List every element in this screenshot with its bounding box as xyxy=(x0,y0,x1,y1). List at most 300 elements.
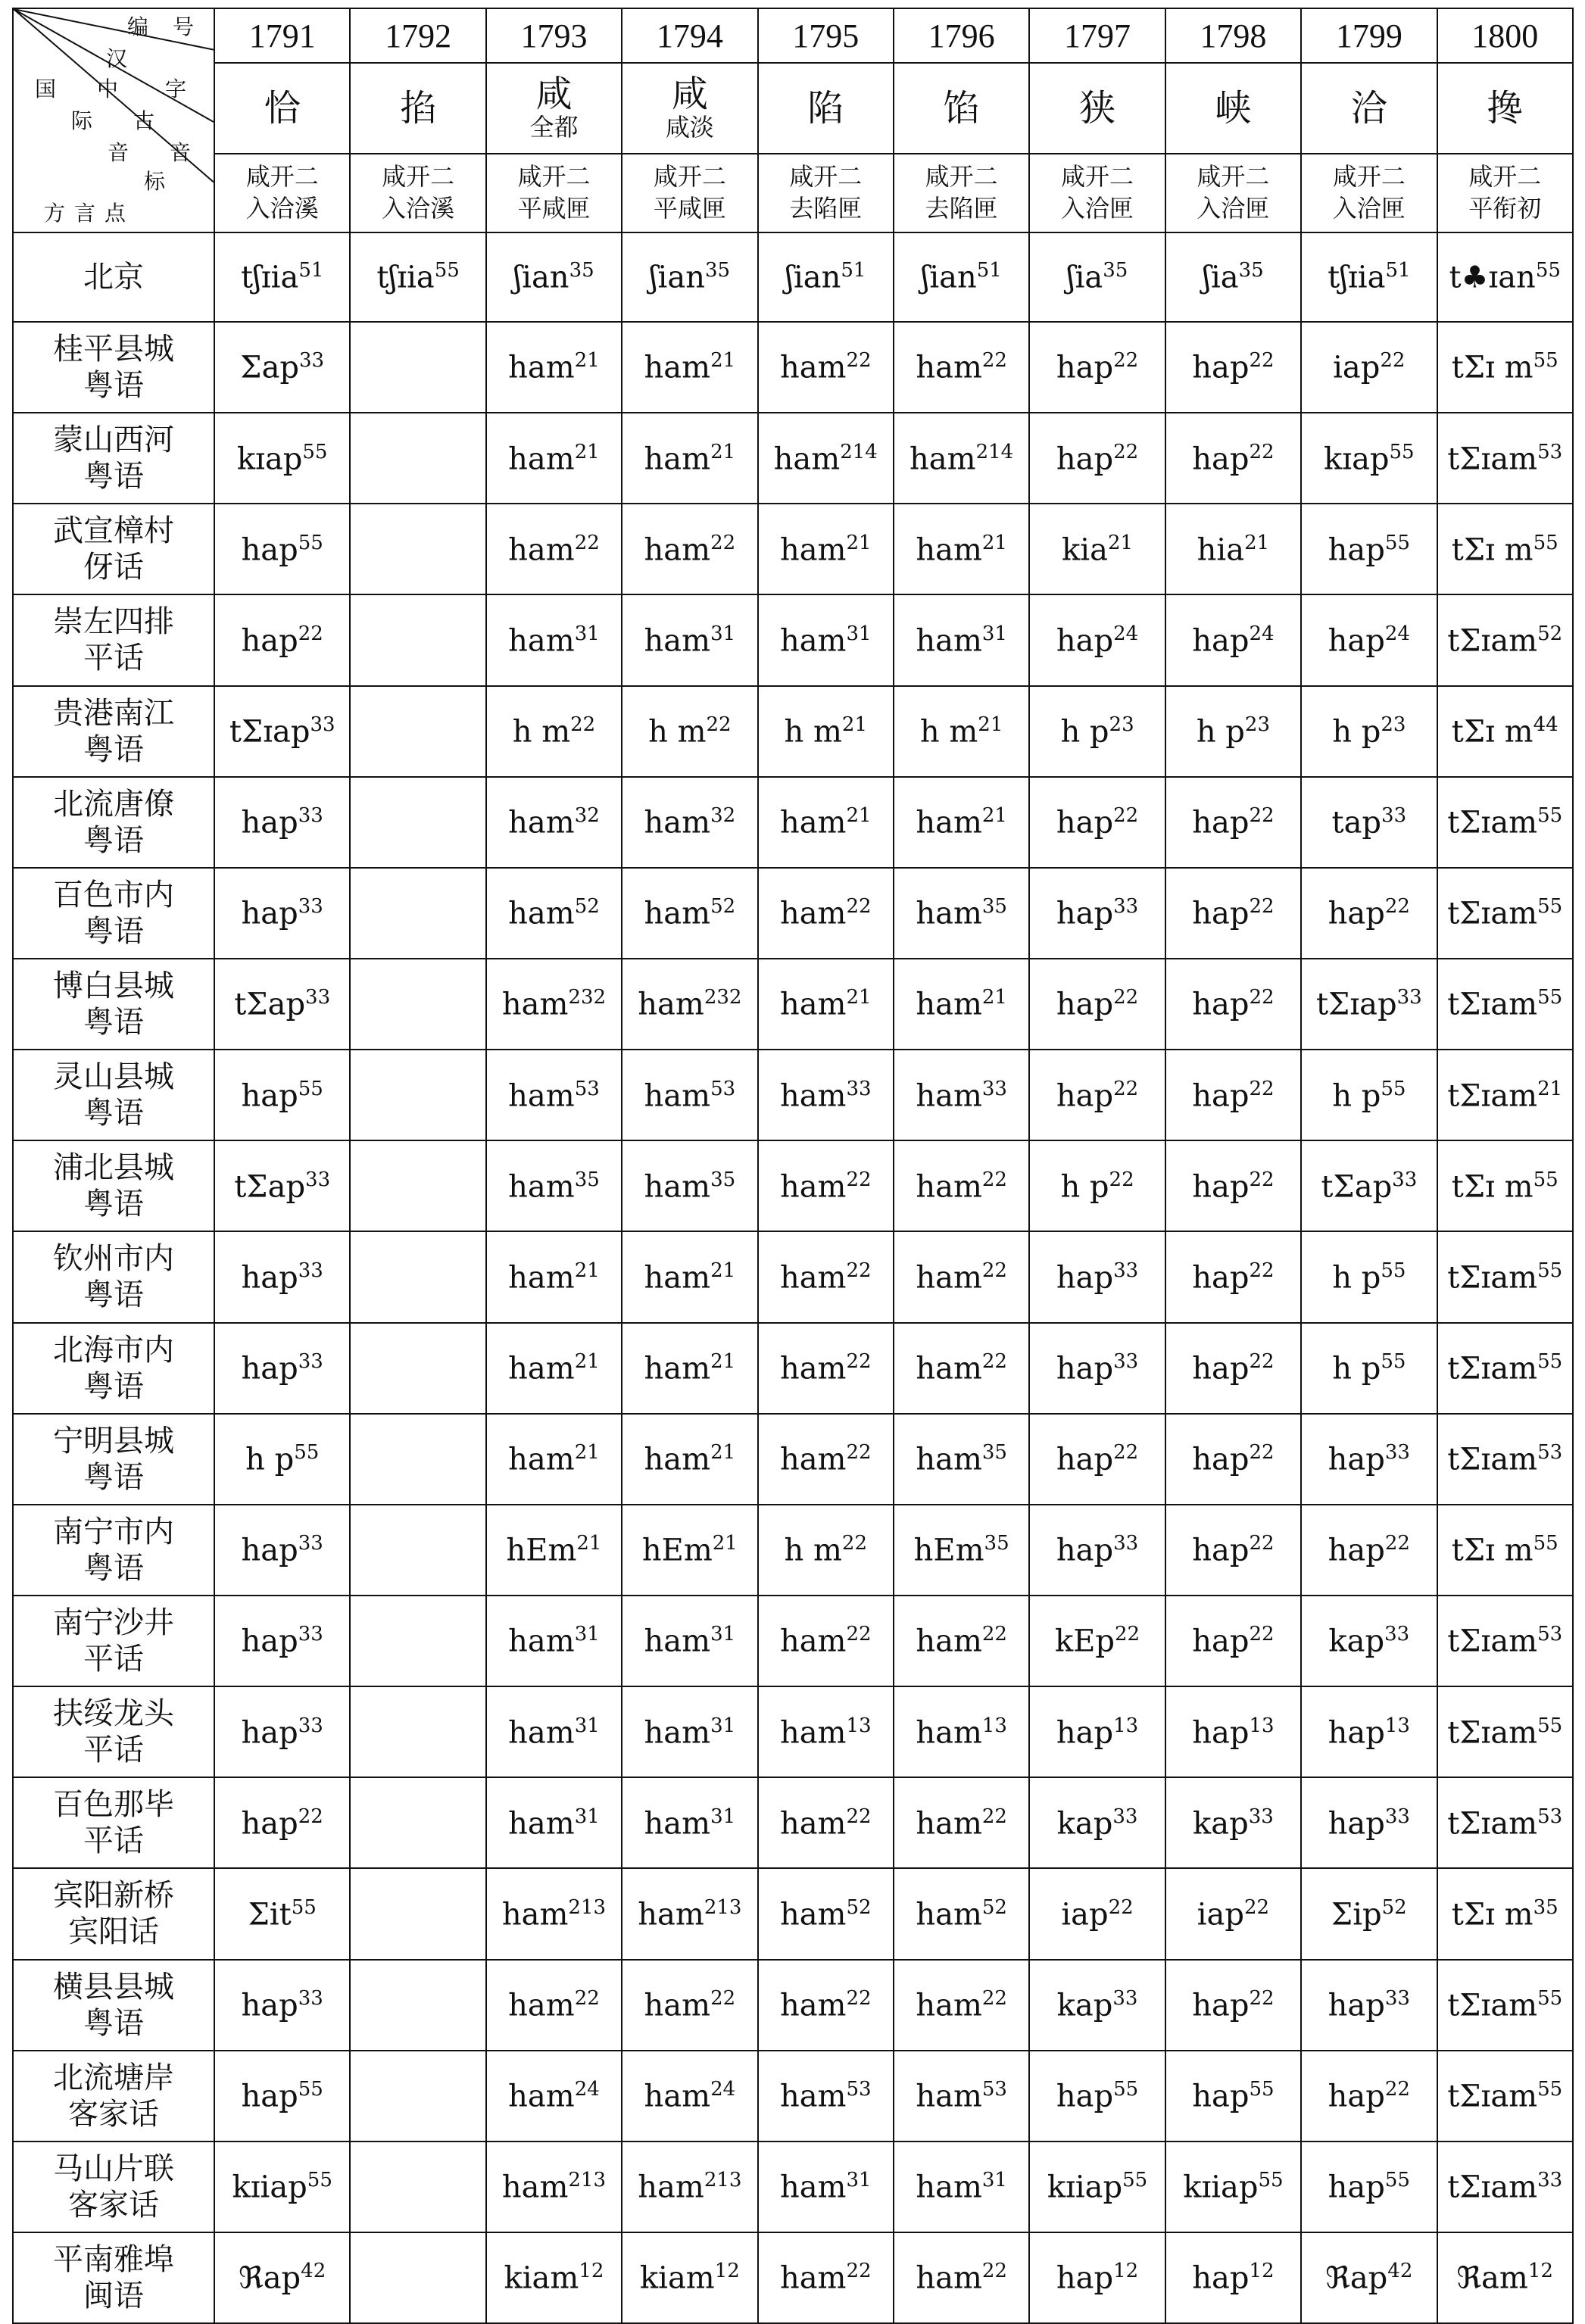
tone-number: 21 xyxy=(712,1532,738,1555)
pronunciation-cell xyxy=(894,232,1029,322)
tone-number: 55 xyxy=(302,440,328,463)
pronunciation-cell xyxy=(1437,1505,1573,1596)
tone-number: 22 xyxy=(846,2260,872,2283)
ipa-transcription: ham xyxy=(644,441,711,476)
pronunciation-cell xyxy=(214,1777,350,1868)
tone-number: 55 xyxy=(1113,2078,1139,2101)
pronunciation-cell xyxy=(894,413,1029,504)
ipa-transcription: kiam xyxy=(504,2260,579,2296)
phonology-line: 入洽溪 xyxy=(245,194,319,223)
tone-number: 55 xyxy=(298,2078,323,2101)
pronunciation-cell xyxy=(350,504,485,594)
corner-label: 标 xyxy=(144,169,166,194)
pronunciation-cell xyxy=(758,322,894,413)
location-name: 蒙山西河 xyxy=(53,423,174,458)
ipa-transcription: ham xyxy=(779,1169,847,1204)
tone-number: 22 xyxy=(298,622,323,645)
ipa-transcription: kap xyxy=(1056,1988,1113,2023)
pronunciation-cell xyxy=(894,2232,1029,2323)
ipa-transcription: kap xyxy=(1328,1624,1385,1659)
tone-number: 22 xyxy=(1249,804,1275,828)
column-character xyxy=(1437,63,1573,154)
ipa-transcription: ham xyxy=(644,1078,711,1113)
ipa-transcription: hap xyxy=(1328,1442,1385,1477)
tone-number: 33 xyxy=(298,895,323,919)
ipa-transcription: hap xyxy=(241,1714,298,1750)
ipa-transcription: hap xyxy=(1056,1442,1114,1477)
ipa-transcription: hap xyxy=(1328,2170,1385,2205)
ipa-transcription: ham xyxy=(779,987,847,1022)
tone-number: 21 xyxy=(710,349,736,373)
tone-number: 53 xyxy=(1537,1441,1563,1465)
header-row-numbers xyxy=(13,8,1573,63)
ipa-transcription: ham xyxy=(644,1988,711,2023)
tone-number: 22 xyxy=(1249,1259,1275,1282)
ipa-transcription: h p xyxy=(1060,714,1109,750)
column-number: 1796 xyxy=(894,8,1029,63)
tone-number: 33 xyxy=(1384,1986,1410,2010)
ipa-transcription: tΣɪ m xyxy=(1451,714,1534,750)
pronunciation-cell xyxy=(486,1050,622,1140)
ipa-transcription: ham xyxy=(916,1714,982,1750)
pronunciation-cell xyxy=(894,322,1029,413)
tone-number: 24 xyxy=(710,2078,736,2101)
tone-number: 33 xyxy=(1113,1349,1139,1373)
character-glyph: 洽 xyxy=(1350,86,1387,129)
ipa-transcription: iap xyxy=(1061,1897,1109,1933)
ipa-transcription: ham xyxy=(779,1260,847,1296)
tone-number: 55 xyxy=(1384,2169,1410,2192)
ipa-transcription: h m xyxy=(784,1533,842,1568)
ipa-transcription: ʃian xyxy=(513,260,569,295)
pronunciation-cell xyxy=(1437,504,1573,594)
tone-number: 21 xyxy=(574,440,600,463)
character-glyph: 掐 xyxy=(400,86,437,129)
location-name: 贵港南江 xyxy=(53,695,174,731)
tone-number: 33 xyxy=(1112,1986,1138,2010)
pronunciation-cell xyxy=(1301,868,1437,959)
pronunciation-cell xyxy=(486,504,622,594)
corner-label: 方 xyxy=(44,201,66,226)
tone-number: 22 xyxy=(1244,1895,1270,1919)
pronunciation-cell xyxy=(622,322,757,413)
pronunciation-cell xyxy=(1029,1505,1165,1596)
ipa-transcription: ham xyxy=(508,1260,575,1296)
table-row xyxy=(13,2051,1573,2142)
dialect-location xyxy=(13,1868,214,1959)
dialect-location xyxy=(13,777,214,868)
pronunciation-cell xyxy=(486,1231,622,1322)
tone-number: 35 xyxy=(569,259,594,282)
pronunciation-cell xyxy=(214,959,350,1050)
column-phonology xyxy=(350,154,485,232)
ipa-transcription: h p xyxy=(1332,1078,1381,1113)
tone-number: 52 xyxy=(710,895,736,919)
tone-number: 214 xyxy=(975,440,1014,463)
pronunciation-cell xyxy=(622,1231,757,1322)
tone-number: 55 xyxy=(1535,259,1561,282)
tone-number: 51 xyxy=(841,259,866,282)
pronunciation-cell xyxy=(1437,959,1573,1050)
column-character xyxy=(350,63,485,154)
ipa-transcription: ham xyxy=(501,1897,569,1933)
table-row xyxy=(13,2142,1573,2232)
ipa-transcription: hap xyxy=(1056,896,1114,931)
character-gloss: 咸淡 xyxy=(665,113,714,142)
pronunciation-cell xyxy=(758,504,894,594)
tone-number: 33 xyxy=(1113,1259,1139,1282)
ipa-transcription: hap xyxy=(241,1533,298,1568)
tone-number: 33 xyxy=(1112,1805,1138,1828)
pronunciation-cell xyxy=(214,1140,350,1231)
pronunciation-cell xyxy=(486,2232,622,2323)
ipa-transcription: ham xyxy=(508,2079,575,2114)
pronunciation-cell xyxy=(214,686,350,777)
column-number: 1794 xyxy=(622,8,757,63)
tone-number: 13 xyxy=(981,1714,1007,1737)
ipa-transcription: h p xyxy=(1332,1260,1381,1296)
tone-number: 22 xyxy=(1249,440,1275,463)
table-row xyxy=(13,1140,1573,1231)
pronunciation-cell xyxy=(894,868,1029,959)
pronunciation-cell xyxy=(1437,1231,1573,1322)
pronunciation-cell xyxy=(622,686,757,777)
tone-number: 21 xyxy=(846,986,872,1009)
tone-number: 22 xyxy=(1113,349,1139,373)
tone-number: 33 xyxy=(298,1986,323,2010)
pronunciation-cell xyxy=(1165,1140,1301,1231)
dialect-type: 客家话 xyxy=(68,2096,159,2132)
pronunciation-cell xyxy=(622,2232,757,2323)
phonology-line: 平咸匣 xyxy=(517,194,591,223)
ipa-transcription: kEp xyxy=(1054,1624,1115,1659)
pronunciation-cell xyxy=(1165,232,1301,322)
column-number: 1799 xyxy=(1301,8,1437,63)
pronunciation-cell xyxy=(1165,1777,1301,1868)
ipa-transcription: ham xyxy=(916,805,982,841)
pronunciation-cell xyxy=(1165,686,1301,777)
tone-number: 21 xyxy=(981,986,1007,1009)
dialect-location xyxy=(13,686,214,777)
pronunciation-cell xyxy=(214,232,350,322)
table-row xyxy=(13,686,1573,777)
pronunciation-cell xyxy=(350,959,485,1050)
ipa-transcription: ham xyxy=(508,1624,575,1659)
dialect-type: 平话 xyxy=(83,1642,144,1677)
pronunciation-cell xyxy=(1301,594,1437,685)
ipa-transcription: ham xyxy=(644,2079,711,2114)
ipa-transcription: ham xyxy=(508,1988,575,2023)
pronunciation-cell xyxy=(486,686,622,777)
ipa-transcription: ham xyxy=(779,896,847,931)
pronunciation-cell xyxy=(758,777,894,868)
pronunciation-cell xyxy=(1165,777,1301,868)
pronunciation-cell xyxy=(1437,2051,1573,2142)
pronunciation-cell xyxy=(350,1050,485,1140)
tone-number: 53 xyxy=(1537,1623,1563,1646)
ipa-transcription: ʃia xyxy=(1066,260,1103,295)
header-row-phonology xyxy=(13,154,1573,232)
pronunciation-cell xyxy=(894,1140,1029,1231)
column-number: 1795 xyxy=(758,8,894,63)
tone-number: 53 xyxy=(1537,1805,1563,1828)
ipa-transcription: tΣɪam xyxy=(1447,1442,1538,1477)
phonology-line: 咸开二 xyxy=(1332,162,1406,192)
location-name: 桂平县城 xyxy=(53,332,174,367)
character-glyph: 陷 xyxy=(807,86,844,129)
ipa-transcription: Σap xyxy=(240,350,300,385)
tone-number: 22 xyxy=(1113,804,1139,828)
pronunciation-cell xyxy=(622,1050,757,1140)
phonology-line: 咸开二 xyxy=(653,162,726,192)
tone-number: 13 xyxy=(846,1714,872,1737)
tone-number: 213 xyxy=(568,1895,607,1919)
dialect-type: 粤语 xyxy=(83,822,144,858)
tone-number: 55 xyxy=(1533,1532,1558,1555)
ipa-transcription: ʃian xyxy=(649,260,705,295)
tone-number: 35 xyxy=(704,259,731,282)
pronunciation-cell xyxy=(350,1323,485,1414)
pronunciation-cell xyxy=(214,1960,350,2051)
pronunciation-cell xyxy=(894,1323,1029,1414)
tone-number: 55 xyxy=(1533,1168,1558,1191)
ipa-transcription: hap xyxy=(1192,1714,1250,1750)
tone-number: 31 xyxy=(710,622,736,645)
pronunciation-cell xyxy=(1437,2232,1573,2323)
ipa-transcription: ham xyxy=(638,2170,704,2205)
location-name: 灵山县城 xyxy=(53,1059,174,1095)
pronunciation-cell xyxy=(1301,2051,1437,2142)
ipa-transcription: h p xyxy=(1332,1351,1381,1387)
pronunciation-cell xyxy=(1437,1960,1573,2051)
tone-number: 22 xyxy=(1249,895,1275,919)
phonology-line: 去陷匣 xyxy=(925,194,998,223)
pronunciation-cell xyxy=(486,413,622,504)
ipa-transcription: ham xyxy=(779,1351,847,1387)
ipa-transcription: tΣɪam xyxy=(1447,1078,1538,1113)
tone-number: 21 xyxy=(1107,531,1134,554)
tone-number: 21 xyxy=(846,804,872,828)
tone-number: 22 xyxy=(1113,440,1139,463)
pronunciation-cell xyxy=(622,1323,757,1414)
phonology-line: 咸开二 xyxy=(925,162,998,192)
ipa-transcription: kiam xyxy=(639,2260,715,2296)
tone-number: 32 xyxy=(574,804,600,828)
tone-number: 23 xyxy=(1109,713,1134,736)
pronunciation-cell xyxy=(622,504,757,594)
pronunciation-cell xyxy=(350,1596,485,1686)
pronunciation-cell xyxy=(486,1505,622,1596)
dialect-table-container xyxy=(12,8,1572,2314)
ipa-transcription: h m xyxy=(512,714,571,750)
ipa-transcription: hap xyxy=(1192,1533,1250,1568)
tone-number: 13 xyxy=(1113,1714,1139,1737)
dialect-location xyxy=(13,1777,214,1868)
dialect-location xyxy=(13,1505,214,1596)
ipa-transcription: hEm xyxy=(506,1533,577,1568)
pronunciation-cell xyxy=(1437,1140,1573,1231)
tone-number: 33 xyxy=(1381,804,1407,828)
tone-number: 33 xyxy=(1384,1623,1410,1646)
tone-number: 22 xyxy=(1249,1168,1275,1191)
tone-number: 22 xyxy=(1115,1623,1140,1646)
dialect-location xyxy=(13,959,214,1050)
pronunciation-cell xyxy=(350,1505,485,1596)
tone-number: 31 xyxy=(710,1714,736,1737)
ipa-transcription: ham xyxy=(508,1169,575,1204)
tone-number: 214 xyxy=(840,440,878,463)
pronunciation-cell xyxy=(214,1323,350,1414)
pronunciation-cell xyxy=(894,1414,1029,1505)
tone-number: 31 xyxy=(574,622,600,645)
pronunciation-cell xyxy=(1301,1140,1437,1231)
pronunciation-cell xyxy=(622,1140,757,1231)
pronunciation-cell xyxy=(758,1323,894,1414)
pronunciation-cell xyxy=(622,868,757,959)
dialect-location xyxy=(13,868,214,959)
dialect-location xyxy=(13,1323,214,1414)
pronunciation-cell xyxy=(486,1414,622,1505)
tone-number: 35 xyxy=(1238,259,1264,282)
tone-number: 23 xyxy=(1381,713,1406,736)
pronunciation-cell xyxy=(1165,2051,1301,2142)
column-number: 1792 xyxy=(350,8,485,63)
tone-number: 35 xyxy=(981,895,1007,919)
tone-number: 52 xyxy=(981,1895,1007,1919)
ipa-transcription: tΣɪam xyxy=(1447,2079,1538,2114)
ipa-transcription: kɪiap xyxy=(1047,2170,1123,2205)
tone-number: 22 xyxy=(1249,1623,1275,1646)
character-glyph: 馅 xyxy=(943,86,980,129)
ipa-transcription: ham xyxy=(644,350,711,385)
ipa-transcription: hap xyxy=(1192,2079,1250,2114)
pronunciation-cell xyxy=(1029,1323,1165,1414)
table-row xyxy=(13,868,1573,959)
ipa-transcription: ham xyxy=(916,1078,982,1113)
tone-number: 31 xyxy=(710,1623,736,1646)
pronunciation-cell xyxy=(1301,2142,1437,2232)
ipa-transcription: ham xyxy=(644,532,711,568)
tone-number: 13 xyxy=(1249,1714,1275,1737)
ipa-transcription: ʃia xyxy=(1203,260,1239,295)
pronunciation-cell xyxy=(486,868,622,959)
dialect-type: 客家话 xyxy=(68,2187,159,2223)
tone-number: 33 xyxy=(1384,1441,1410,1465)
ipa-transcription: tΣɪam xyxy=(1447,1260,1538,1296)
ipa-transcription: ham xyxy=(916,1805,982,1841)
tone-number: 22 xyxy=(981,1623,1007,1646)
tone-number: 33 xyxy=(298,1623,323,1646)
tone-number: 22 xyxy=(981,1349,1007,1373)
ipa-transcription: tΣɪam xyxy=(1447,1805,1538,1841)
tone-number: 21 xyxy=(978,713,1003,736)
table-row xyxy=(13,777,1573,868)
pronunciation-cell xyxy=(1437,413,1573,504)
tone-number: 21 xyxy=(846,531,872,554)
character-gloss: 全都 xyxy=(529,113,579,142)
ipa-transcription: ham xyxy=(916,1351,982,1387)
ipa-transcription: ham xyxy=(501,2170,569,2205)
column-number: 1791 xyxy=(214,8,350,63)
location-name: 博白县城 xyxy=(53,969,174,1004)
pronunciation-cell xyxy=(1301,1414,1437,1505)
table-row xyxy=(13,1868,1573,1959)
ipa-transcription: ham xyxy=(910,441,976,476)
pronunciation-cell xyxy=(1437,232,1573,322)
pronunciation-cell xyxy=(758,1596,894,1686)
tone-number: 22 xyxy=(298,1805,323,1828)
ipa-transcription: hap xyxy=(1056,1714,1114,1750)
tone-number: 22 xyxy=(710,531,736,554)
pronunciation-cell xyxy=(350,2051,485,2142)
pronunciation-cell xyxy=(486,1140,622,1231)
tone-number: 22 xyxy=(846,1168,872,1191)
tone-number: 21 xyxy=(1244,531,1270,554)
pronunciation-cell xyxy=(1301,1868,1437,1959)
tone-number: 12 xyxy=(1527,2260,1553,2283)
tone-number: 31 xyxy=(574,1805,600,1828)
tone-number: 33 xyxy=(305,1168,331,1191)
location-name: 南宁市内 xyxy=(53,1514,174,1549)
pronunciation-cell xyxy=(1165,1505,1301,1596)
ipa-transcription: ʃian xyxy=(921,260,977,295)
pronunciation-cell xyxy=(486,1686,622,1777)
ipa-transcription: ham xyxy=(779,1442,847,1477)
tone-number: 22 xyxy=(1249,1077,1275,1100)
pronunciation-cell xyxy=(1301,232,1437,322)
tone-number: 22 xyxy=(570,713,596,736)
ipa-transcription: ham xyxy=(916,1169,982,1204)
tone-number: 55 xyxy=(434,259,460,282)
pronunciation-cell xyxy=(486,2142,622,2232)
corner-label: 编 xyxy=(127,14,149,39)
tone-number: 31 xyxy=(574,1714,600,1737)
ipa-transcription: hap xyxy=(241,1988,298,2023)
pronunciation-cell xyxy=(214,2142,350,2232)
ipa-transcription: ham xyxy=(779,2079,847,2114)
pronunciation-cell xyxy=(350,2232,485,2323)
tone-number: 35 xyxy=(574,1168,600,1191)
pronunciation-cell xyxy=(214,868,350,959)
ipa-transcription: tΣɪam xyxy=(1447,987,1538,1022)
ipa-transcription: hap xyxy=(1192,805,1250,841)
pronunciation-cell xyxy=(486,594,622,685)
dialect-table xyxy=(12,8,1574,2324)
pronunciation-cell xyxy=(1029,2232,1165,2323)
pronunciation-cell xyxy=(1437,686,1573,777)
tone-number: 22 xyxy=(574,531,600,554)
pronunciation-cell xyxy=(894,2142,1029,2232)
pronunciation-cell xyxy=(1165,1868,1301,1959)
ipa-transcription: ham xyxy=(779,1078,847,1113)
tone-number: 21 xyxy=(710,1349,736,1373)
phonology-line: 入洽匣 xyxy=(1332,194,1406,223)
location-name: 横县县城 xyxy=(53,1969,174,2004)
pronunciation-cell xyxy=(758,2232,894,2323)
ipa-transcription: ham xyxy=(779,623,847,659)
tone-number: 55 xyxy=(1533,531,1558,554)
tone-number: 23 xyxy=(1244,713,1271,736)
tone-number: 213 xyxy=(704,1895,742,1919)
table-row xyxy=(13,1414,1573,1505)
corner-label: 际 xyxy=(71,108,93,133)
tone-number: 21 xyxy=(841,713,867,736)
pronunciation-cell xyxy=(350,594,485,685)
pronunciation-cell xyxy=(486,2051,622,2142)
tone-number: 22 xyxy=(846,1986,872,2010)
tone-number: 21 xyxy=(981,804,1007,828)
tone-number: 35 xyxy=(1533,1895,1558,1919)
